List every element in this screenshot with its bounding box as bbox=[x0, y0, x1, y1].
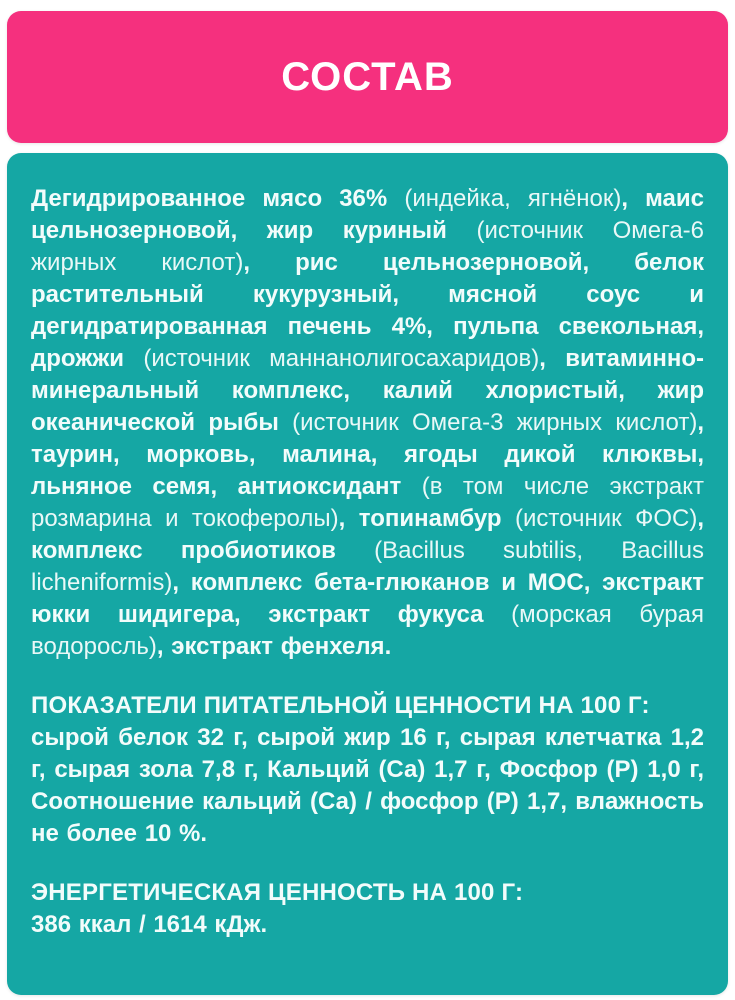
ingredient-segment: (источник Омега-3 жирных кислот) bbox=[292, 409, 698, 436]
energy-value: 386 ккал / 1614 кДж. bbox=[31, 911, 268, 938]
ingredient-segment: (индейка, ягнёнок) bbox=[404, 185, 622, 212]
ingredient-segment: , рис цельнозерновой, белок растительный кукурузный, мясной соус и дегидратированная печень 4%, пульпа свекольная, дрожжи bbox=[31, 249, 704, 372]
ingredient-segment: , топинамбур bbox=[338, 505, 516, 532]
ingredient-segment: , таурин, морковь, малина, ягоды дикой клюквы, льняное семя, антиоксидант bbox=[31, 409, 704, 500]
page-title: СОСТАВ bbox=[281, 55, 454, 99]
ingredient-segment: (источник ФОС) bbox=[515, 505, 698, 532]
ingredient-segment: , комплекс пробиотиков bbox=[31, 505, 704, 564]
ingredient-segment: (источник Омега-6 жирных кислот) bbox=[31, 217, 705, 276]
ingredient-segment: , маис цельнозерновой, жир куриный bbox=[31, 185, 704, 244]
energy-section bbox=[31, 877, 704, 941]
ingredient-segment: , экстракт фенхеля. bbox=[156, 633, 392, 660]
ingredient-segment: (морская бурая водоросль) bbox=[31, 601, 704, 660]
energy-heading: ЭНЕРГЕТИЧЕСКАЯ ЦЕННОСТЬ НА 100 Г: bbox=[31, 879, 524, 906]
ingredient-segment: Дегидрированное мясо 36% bbox=[31, 185, 405, 212]
ingredients-paragraph bbox=[31, 183, 704, 663]
ingredient-segment: , комплекс бета-глюканов и МОС, экстракт юкки шидигера, экстракт фукуса bbox=[31, 569, 704, 628]
ingredient-segment: (Bacillus subtilis, Bacillus licheniformis) bbox=[31, 537, 704, 596]
nutrition-values: сырой белок 32 г, сырой жир 16 г, сырая клетчатка 1,2 г, сырая зола 7,8 г, Кальций (Са) 1,7 г, Фосфор (Р) 1,0 г, Соотношение кальций (Са) / фосфор (Р) 1,7, влажность не более 10 %. bbox=[31, 724, 704, 847]
ingredient-segment: (в том числе экстракт розмарина и токоферолы) bbox=[31, 473, 704, 532]
nutrition-section bbox=[31, 690, 704, 850]
ingredient-segment: , витаминно-минеральный комплекс, калий хлористый, жир океанической рыбы bbox=[31, 345, 704, 436]
ingredient-segment: (источник маннанолигосахаридов) bbox=[143, 345, 540, 372]
nutrition-heading: ПОКАЗАТЕЛИ ПИТАТЕЛЬНОЙ ЦЕННОСТИ НА 100 Г: bbox=[31, 692, 650, 719]
composition-panel bbox=[7, 153, 728, 995]
composition-header-card bbox=[7, 11, 728, 143]
